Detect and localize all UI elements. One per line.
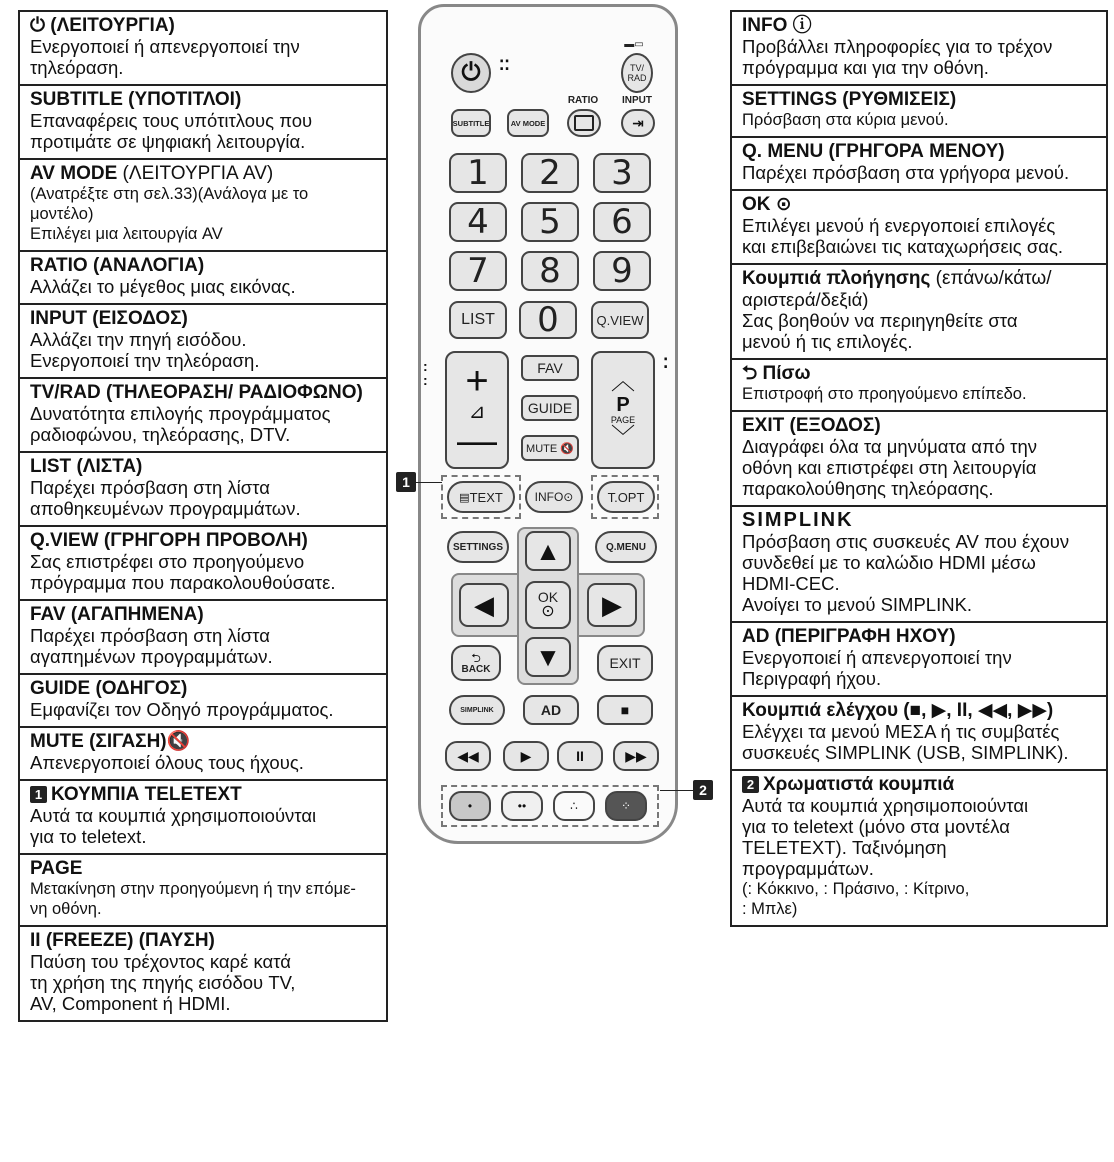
entry-text: ραδιοφώνου, τηλεόρασης, DTV. xyxy=(30,424,291,445)
rewind-button[interactable] xyxy=(445,741,491,771)
fast-forward-icon: ▶▶ xyxy=(625,747,647,764)
entry-text: Παρέχει πρόσβαση στη λίστα xyxy=(30,625,270,646)
blue-button[interactable] xyxy=(605,791,647,821)
entry-title: ⏻ (ΛΕΙΤΟΥΡΓΙΑ) xyxy=(30,15,175,36)
right-description-column xyxy=(730,10,1108,927)
fav-button[interactable]: FAV xyxy=(521,355,579,381)
entry-text: αποθηκευμένων προγραμμάτων. xyxy=(30,498,301,519)
entry-text: συσκευές SIMPLINK (USB, SIMPLINK). xyxy=(742,742,1069,763)
entry-text: Διαγράφει όλα τα μηνύματα από την xyxy=(742,436,1038,457)
left-description-column xyxy=(18,10,388,1022)
entry-text: Ενεργοποιεί ή απενεργοποιεί την xyxy=(30,36,300,57)
entry-text: πρόγραμμα και για την οθόνη. xyxy=(742,57,989,78)
entry-title: AV MODE (ΛΕΙΤΟΥΡΓΙΑ AV) xyxy=(30,163,274,184)
entry-text: TELETEXT). Ταξινόμηση xyxy=(742,837,947,858)
entry-title: Κουμπιά πλοήγησης (επάνω/κάτω/ xyxy=(742,268,1052,289)
volume-up-icon: + xyxy=(465,359,489,403)
entry-text: Μετακίνηση στην προηγούμενη ή την επόμε- xyxy=(30,880,356,898)
entry-text: Ελέγχει τα μενού MEΣA ή τις συμβατές xyxy=(742,721,1060,742)
entry-text: για το teletext. xyxy=(30,826,147,847)
entry-title: GUIDE (ΟΔΗΓΟΣ) xyxy=(30,678,188,699)
entry-title: SETTINGS (ΡΥΘΜΙΣΕΙΣ) xyxy=(742,89,957,110)
ratio-icon xyxy=(574,115,594,131)
right-arrow-icon: ▶ xyxy=(602,589,622,620)
pause-button[interactable] xyxy=(557,741,603,771)
power-button[interactable] xyxy=(451,53,491,93)
entry-text: Παύση του τρέχοντος καρέ κατά xyxy=(30,951,291,972)
remote-control xyxy=(418,4,678,844)
up-arrow-button[interactable] xyxy=(525,531,571,571)
input-icon: ⇥ xyxy=(632,114,644,131)
entry-text: για το teletext (μόνο στα μοντέλα xyxy=(742,816,1010,837)
right-entry xyxy=(732,191,1106,265)
entry-text: αριστερά/δεξιά) xyxy=(742,289,869,310)
entry-title: Q.VIEW (ΓΡΗΓΟΡΗ ΠΡΟΒΟΛΗ) xyxy=(30,530,308,551)
up-arrow-icon: ▲ xyxy=(535,535,561,566)
entry-title: 2 Χρωματιστά κουμπιά xyxy=(742,774,1098,795)
chevron-down-icon: ﹀ xyxy=(611,424,635,451)
entry-text: μοντέλο) xyxy=(30,205,94,223)
entry-text: Περιγραφή ήχου. xyxy=(742,668,882,689)
blue-dots-icon: ⁘ xyxy=(620,799,632,813)
digit-2-button[interactable]: 2 xyxy=(521,153,579,193)
volume-icon: ⊿ xyxy=(468,401,486,423)
left-entry xyxy=(20,781,386,855)
left-entry xyxy=(20,86,386,160)
ratio-button[interactable] xyxy=(567,109,601,137)
down-arrow-button[interactable] xyxy=(525,637,571,677)
right-entry xyxy=(732,412,1106,507)
right-entry xyxy=(732,623,1106,697)
entry-title: Κουμπιά ελέγχου (■, ▶, II, ◀◀, ▶▶) xyxy=(742,700,1054,721)
digit-1-button[interactable]: 1 xyxy=(449,153,507,193)
entry-title: 1 ΚΟΥΜΠΙΑ TELETEXT xyxy=(30,784,378,805)
pause-icon: II xyxy=(576,748,584,764)
input-label: INPUT xyxy=(622,95,652,106)
entry-text: Εμφανίζει τον Οδηγό προγράμματος. xyxy=(30,699,334,720)
chevron-up-icon: ︿ xyxy=(611,368,635,395)
callout-2: 2 xyxy=(693,780,713,800)
right-arrow-button[interactable] xyxy=(587,583,637,627)
qmenu-button[interactable]: Q.MENU xyxy=(595,531,657,563)
entry-text: μενού ή τις επιλογές. xyxy=(742,331,913,352)
digit-3-button[interactable]: 3 xyxy=(593,153,651,193)
back-icon: ⮌ xyxy=(471,650,481,665)
left-entry xyxy=(20,675,386,728)
entry-text: Αλλάζει το μέγεθος μιας εικόνας. xyxy=(30,276,296,297)
digit-6-button[interactable]: 6 xyxy=(593,202,651,242)
entry-text: και επιβεβαιώνει τις καταχωρήσεις σας. xyxy=(742,236,1064,257)
left-entry xyxy=(20,305,386,379)
entry-title: INFO ⓘ xyxy=(742,15,812,36)
fast-forward-button[interactable] xyxy=(613,741,659,771)
callout-chip: 1 xyxy=(30,786,47,803)
digit-5-button[interactable]: 5 xyxy=(521,202,579,242)
entry-title: TV/RAD (ΤΗΛΕΟΡΑΣΗ/ ΡΑΔΙΟΦΩΝΟ) xyxy=(30,382,363,403)
simplink-logo: SIMPLINK xyxy=(742,509,854,531)
callout-2-line xyxy=(660,790,693,791)
entry-text: HDMI-CEC. xyxy=(742,573,840,594)
stop-button[interactable] xyxy=(597,695,653,725)
entry-title xyxy=(742,510,1098,531)
right-entry xyxy=(732,507,1106,623)
entry-text: Επιλέγει μενού ή ενεργοποιεί επιλογές xyxy=(742,215,1056,236)
exit-button[interactable]: EXIT xyxy=(597,645,653,681)
left-entry xyxy=(20,453,386,527)
volume-dots: : : xyxy=(423,358,428,388)
entry-text: τηλεόραση. xyxy=(30,57,124,78)
right-entry xyxy=(732,86,1106,138)
entry-title: Q. MENU (ΓΡΗΓΟΡΑ ΜΕΝΟΥ) xyxy=(742,141,1005,162)
entry-text: συνδεθεί με το καλώδιο HDMI μέσω xyxy=(742,552,1036,573)
info-button[interactable]: INFO⊙ xyxy=(525,481,583,513)
digit-9-button[interactable]: 9 xyxy=(593,251,651,291)
entry-text: Δυνατότητα επιλογής προγράμματος xyxy=(30,403,331,424)
left-entry xyxy=(20,728,386,781)
ratio-label: RATIO xyxy=(567,95,599,106)
entry-title: PAGE xyxy=(30,858,83,879)
red-button[interactable] xyxy=(449,791,491,821)
volume-down-icon: — xyxy=(457,419,497,463)
zero-button[interactable]: 0 xyxy=(519,301,577,339)
ok-icon: ⊙ xyxy=(541,603,555,620)
entry-text: παρακολούθησης τηλεόρασης. xyxy=(742,478,994,499)
entry-title: LIST (ΛΙΣΤΑ) xyxy=(30,456,143,477)
left-entry xyxy=(20,12,386,86)
entry-text: προγραμμάτων. xyxy=(742,858,874,879)
entry-text: Αυτά τα κουμπιά χρησιμοποιούνται xyxy=(30,805,317,826)
entry-title: INPUT (ΕΙΣΟΔΟΣ) xyxy=(30,308,188,329)
entry-text: Παρέχει πρόσβαση στα γρήγορα μενού. xyxy=(742,162,1070,183)
left-entry xyxy=(20,527,386,601)
entry-text: Απενεργοποιεί όλους τους ήχους. xyxy=(30,752,304,773)
entry-text: (Ανατρέξτε στη σελ.33)(Ανάλογα με το xyxy=(30,185,309,203)
right-entry xyxy=(732,697,1106,771)
entry-text: Ανοίγει το μενού SIMPLINK. xyxy=(742,594,973,615)
right-entry xyxy=(732,360,1106,412)
input-button[interactable] xyxy=(621,109,655,137)
digit-8-button[interactable]: 8 xyxy=(521,251,579,291)
rewind-icon: ◀◀ xyxy=(457,747,479,764)
simplink-button[interactable]: SIMPLINK xyxy=(449,695,505,725)
left-entry xyxy=(20,855,386,927)
volume-rocker[interactable] xyxy=(445,351,509,469)
ok-button[interactable]: OK ⊙ xyxy=(525,581,571,629)
entry-text: Σας επιστρέφει στο προηγούμενο xyxy=(30,551,305,572)
entry-text: Επιστροφή στο προηγούμενο επίπεδο. xyxy=(742,385,1027,403)
left-arrow-button[interactable] xyxy=(459,583,509,627)
entry-title: AD (ΠΕΡΙΓΡΑΦΗ ΗΧΟΥ) xyxy=(742,626,956,647)
mute-button[interactable]: MUTE 🔇 xyxy=(521,435,579,461)
entry-text: (: Κόκκινο, : Πράσινο, : Κίτρινο, xyxy=(742,880,970,898)
entry-text: Πρόσβαση στις συσκευές AV που έχουν xyxy=(742,531,1070,552)
text-button[interactable]: ▤ TEXT xyxy=(447,481,515,513)
left-entry xyxy=(20,927,386,1022)
yellow-dots-icon: ∴ xyxy=(570,799,578,813)
entry-text: Επαναφέρεις τους υπότιτλους που xyxy=(30,110,313,131)
callout-chip: 2 xyxy=(742,776,759,793)
entry-text: Πρόσβαση στα κύρια μενού. xyxy=(742,111,949,129)
qview-button[interactable]: Q.VIEW xyxy=(591,301,649,339)
callout-1-line xyxy=(416,482,442,483)
entry-title: EXIT (ΕΞΟΔΟΣ) xyxy=(742,415,881,436)
av-mode-button[interactable]: AV MODE xyxy=(507,109,549,137)
subtitle-button[interactable]: SUBTITLE xyxy=(451,109,491,137)
left-entry xyxy=(20,379,386,453)
list-button[interactable]: LIST xyxy=(449,301,507,339)
guide-button[interactable]: GUIDE xyxy=(521,395,579,421)
callout-1: 1 xyxy=(396,472,416,492)
entry-title: MUTE (ΣΙΓΑΣΗ)🔇 xyxy=(30,731,191,752)
right-entry xyxy=(732,138,1106,191)
right-entry xyxy=(732,771,1106,927)
entry-text: Ενεργοποιεί την τηλεόραση. xyxy=(30,350,260,371)
input-source-icon: ▬▭ xyxy=(624,39,644,50)
text-icon: ▤ xyxy=(459,491,470,504)
entry-text: οθόνη και επιστρέφει στη λειτουργία xyxy=(742,457,1037,478)
tvrad-button[interactable]: TV/ RAD xyxy=(621,53,653,93)
entry-text: Επιλέγει μια λειτουργία AV xyxy=(30,225,223,243)
entry-title: FAV (ΑΓΑΠΗΜΕΝΑ) xyxy=(30,604,204,625)
entry-text: : Μπλε) xyxy=(742,900,798,918)
down-arrow-icon: ▼ xyxy=(535,641,561,672)
play-button[interactable] xyxy=(503,741,549,771)
entry-title: RATIO (ΑΝΑΛΟΓΙΑ) xyxy=(30,255,205,276)
red-dot-icon: • xyxy=(467,799,473,813)
topt-button[interactable]: T.OPT xyxy=(597,481,655,513)
entry-text: AV, Component ή HDMI. xyxy=(30,993,231,1014)
green-button[interactable] xyxy=(501,791,543,821)
entry-title: OK ⊙ xyxy=(742,194,792,215)
power-icon: ⏻ xyxy=(461,59,481,86)
page-rocker[interactable]: ︿ P PAGE ﹀ xyxy=(591,351,655,469)
entry-title: II (FREEZE) (ΠΑΥΣΗ) xyxy=(30,930,215,951)
left-entry xyxy=(20,160,386,252)
entry-text: Αλλάζει την πηγή εισόδου. xyxy=(30,329,247,350)
entry-text: Σας βοηθούν να περιηγηθείτε στα xyxy=(742,310,1018,331)
ad-button[interactable]: AD xyxy=(523,695,579,725)
page-dots: ⁚ xyxy=(663,355,669,371)
entry-title: ⮌ Πίσω xyxy=(742,363,811,384)
entry-text: Προβάλλει πληροφορίες για το τρέχον xyxy=(742,36,1053,57)
right-entry xyxy=(732,12,1106,86)
yellow-button[interactable] xyxy=(553,791,595,821)
entry-text: Παρέχει πρόσβαση στη λίστα xyxy=(30,477,270,498)
stop-icon: ■ xyxy=(620,702,630,718)
entry-title: SUBTITLE (ΥΠΟΤΙΤΛΟΙ) xyxy=(30,89,242,110)
right-entry xyxy=(732,265,1106,360)
entry-text: Αυτά τα κουμπιά χρησιμοποιούνται xyxy=(742,795,1029,816)
digit-7-button[interactable]: 7 xyxy=(449,251,507,291)
green-dots-icon: •• xyxy=(517,799,527,813)
entry-text: Ενεργοποιεί ή απενεργοποιεί την xyxy=(742,647,1012,668)
entry-text: πρόγραμμα που παρακολουθούσατε. xyxy=(30,572,336,593)
digit-4-button[interactable]: 4 xyxy=(449,202,507,242)
entry-text: νη οθόνη. xyxy=(30,900,102,918)
entry-text: τη χρήση της πηγής εισόδου TV, xyxy=(30,972,296,993)
left-arrow-icon: ◀ xyxy=(474,589,494,620)
entry-text: αγαπημένων προγραμμάτων. xyxy=(30,646,273,667)
power-dots: ⁚⁚ xyxy=(499,57,510,73)
left-entry xyxy=(20,252,386,305)
settings-button[interactable]: SETTINGS xyxy=(447,531,509,563)
left-entry xyxy=(20,601,386,675)
play-icon: ▶ xyxy=(520,747,532,764)
back-button[interactable]: ⮌ BACK xyxy=(451,645,501,681)
entry-text: προτιμάτε σε ψηφιακή λειτουργία. xyxy=(30,131,306,152)
